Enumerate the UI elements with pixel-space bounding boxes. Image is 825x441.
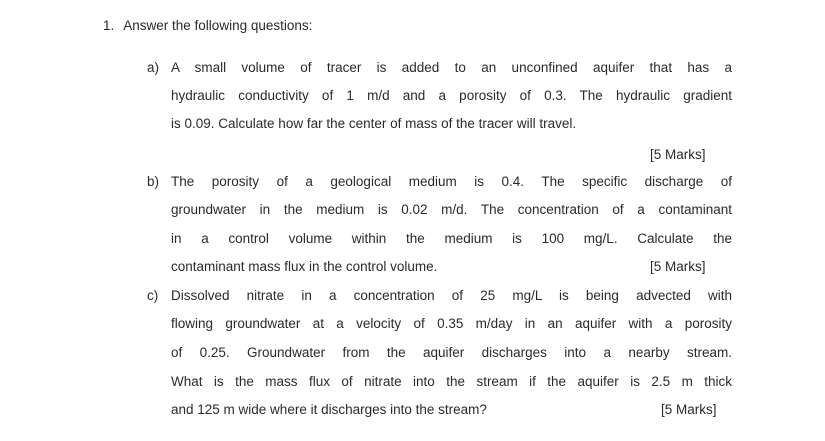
part-b-line-1: The porosity of a geological medium is 0.4. The specific discharge of — [171, 174, 732, 189]
part-c-marks: [5 Marks] — [661, 402, 717, 417]
part-b-line-3: in a control volume within the medium is 100 mg/L. Calculate the — [171, 231, 732, 246]
part-letter: c) — [147, 288, 159, 303]
part-c-line-2: flowing groundwater at a velocity of 0.35 m/day in an aquifer with a porosity — [171, 316, 732, 331]
part-b-marks: [5 Marks] — [650, 259, 706, 274]
part-a-line-2: hydraulic conductivity of 1 m/d and a porosity of 0.3. The hydraulic gradient — [171, 88, 732, 103]
part-c-line-4: What is the mass flux of nitrate into the stream if the aquifer is 2.5 m thick — [171, 374, 732, 389]
part-b-line-4: contaminant mass flux in the control volume. — [171, 259, 438, 274]
question-number: 1. — [103, 18, 115, 33]
part-a-line-3: is 0.09. Calculate how far the center of mass of the tracer will travel. — [171, 116, 577, 131]
question-header — [103, 18, 312, 33]
part-letter: b) — [147, 174, 160, 189]
part-c-line-5: and 125 m wide where it discharges into the stream? — [171, 402, 487, 417]
part-letter: a) — [147, 60, 160, 75]
part-c-line-3: of 0.25. Groundwater from the aquifer discharges into a nearby stream. — [171, 345, 732, 360]
part-a-line-1: A small volume of tracer is added to an unconfined aquifer that has a — [171, 60, 732, 75]
part-b-line-2: groundwater in the medium is 0.02 m/d. The concentration of a contaminant — [171, 202, 732, 217]
part-a-marks: [5 Marks] — [650, 147, 706, 162]
question-title: Answer the following questions: — [123, 18, 313, 33]
part-c-line-1: Dissolved nitrate in a concentration of 25 mg/L is being advected with — [171, 288, 732, 303]
